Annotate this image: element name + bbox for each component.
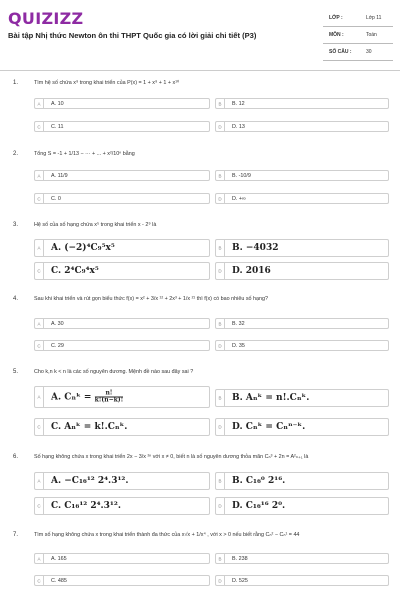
option-c[interactable]: C C. 11	[34, 121, 210, 132]
question-number: 1.	[13, 80, 19, 86]
option-b[interactable]: B B. 32	[215, 318, 389, 329]
question-number: 3.	[13, 222, 19, 228]
option-b[interactable]: B B. -10/9	[215, 170, 389, 181]
option-d[interactable]: D D. 2016	[215, 262, 389, 280]
option-c[interactable]: C C. 2⁴C₉⁴x⁵	[34, 262, 210, 280]
question-number: 6.	[13, 454, 19, 460]
option-d[interactable]: D D. +∞	[215, 193, 389, 204]
question-text: Hệ số của số hạng chứa x⁵ trong khai triển x - 2⁹ là	[34, 222, 157, 228]
option-c[interactable]: C C. 29	[34, 340, 210, 351]
question-text: Số hạng không chứa x trong khai triển 2x − 3/x ²ⁿ với x ≠ 0, biết n là số nguyên dương thỏa mãn Cₙ³ + 2n = A²ₙ₊₁ là	[34, 454, 309, 460]
meta-label: MÔN :	[329, 32, 344, 38]
question-number: 5.	[13, 369, 19, 375]
meta-value: Lớp 11	[366, 15, 382, 21]
meta-label: SỐ CÂU :	[329, 49, 352, 55]
option-a[interactable]: A A. 30	[34, 318, 210, 329]
option-c[interactable]: C C. 0	[34, 193, 210, 204]
option-b[interactable]: B B. 12	[215, 98, 389, 109]
option-a[interactable]: A A. Cₙᵏ = $\frac{n!}{k!(n-k)!}$	[34, 386, 210, 408]
question-text: Cho k,n k < n là các số nguyên dương. Mệnh đề nào sau đây sai ?	[34, 369, 194, 375]
meta-row-count	[323, 44, 393, 61]
question-number: 7.	[13, 532, 19, 538]
option-a[interactable]: A A. (−2)⁴C₉⁵x⁵	[34, 239, 210, 257]
option-b[interactable]: B B. −4032	[215, 239, 389, 257]
meta-box	[323, 10, 393, 61]
question-number: 2.	[13, 151, 19, 157]
question-text: Sau khi khai triển và rút gọn biểu thức f(x) = x² + 3/x ¹² + 2x³ + 1/x ²¹ thì f(x) có bao nhiêu số hạng?	[34, 296, 269, 302]
option-a[interactable]: A A. 11/9	[34, 170, 210, 181]
option-d[interactable]: D D. C₁₆¹⁶ 2⁰.	[215, 497, 389, 515]
option-d[interactable]: D D. Cₙᵏ = Cₙⁿ⁻ᵏ.	[215, 418, 389, 436]
option-a[interactable]: A A. 165	[34, 553, 210, 564]
question-text: Tìm số hạng không chứa x trong khai triển thành đa thức của x√x + 1/x⁴ , với x > 0 nếu biết rằng Cₙ² − Cₙ¹ = 44	[34, 532, 300, 538]
option-b[interactable]: B B. Aₙᵏ = n!.Cₙᵏ.	[215, 389, 389, 407]
page-title: Bài tập Nhị thức Newton ôn thi THPT Quốc gia có lời giải chi tiết (P3)	[8, 31, 257, 40]
meta-row-class	[323, 10, 393, 27]
question-text: Tìm hệ số chứa x⁹ trong khai triển của P(x) = 1 + x⁹ + 1 + x¹⁰	[34, 80, 180, 86]
question-text: Tổng S = -1 + 1/13 − ··· + ... + x²/10ⁿ bằng	[34, 151, 135, 157]
option-a[interactable]: A A. −C₁₆¹² 2⁴.3¹².	[34, 472, 210, 490]
option-d[interactable]: D D. 35	[215, 340, 389, 351]
meta-label: LỚP :	[329, 15, 343, 21]
option-a[interactable]: A A. 10	[34, 98, 210, 109]
question-number: 4.	[13, 296, 19, 302]
option-c[interactable]: C C. Aₙᵏ = k!.Cₙᵏ.	[34, 418, 210, 436]
option-b[interactable]: B B. C₁₆⁰ 2¹⁶.	[215, 472, 389, 490]
meta-value: Toán	[366, 32, 377, 38]
option-d[interactable]: D D. 13	[215, 121, 389, 132]
option-b[interactable]: B B. 238	[215, 553, 389, 564]
meta-row-subject	[323, 27, 393, 44]
meta-value: 30	[366, 49, 372, 55]
option-c[interactable]: C C. 485	[34, 575, 210, 586]
fraction: $\frac{n!}{k!(n-k)!}$	[94, 389, 124, 404]
option-c[interactable]: C C. C₁₆¹² 2⁴.3¹².	[34, 497, 210, 515]
page-header	[0, 0, 400, 70]
option-d[interactable]: D D. 525	[215, 575, 389, 586]
header-divider	[0, 70, 400, 71]
quizizz-logo: QUIZIZZ	[8, 9, 84, 28]
